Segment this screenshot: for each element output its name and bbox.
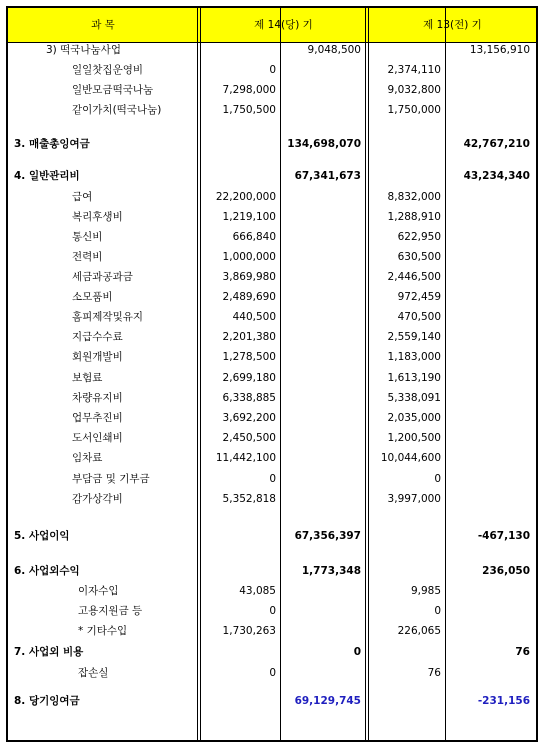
table-row [8,691,536,711]
row-label: 부담금 및 기부금 [72,473,150,485]
current-detail-amount: 2,201,380 [222,331,276,343]
current-detail-amount: 1,730,263 [222,625,276,637]
row-label: 소모품비 [72,291,113,303]
current-total-amount: 9,048,500 [307,44,361,56]
row-label: 7. 사업외 비용 [14,646,84,658]
prior-detail-amount: 226,065 [397,625,441,637]
header-prior-period: 제 13(전) 기 [423,19,482,31]
prior-detail-amount: 1,750,000 [387,104,441,116]
prior-detail-amount: 5,338,091 [387,392,441,404]
prior-detail-amount: 76 [427,667,441,679]
prior-detail-amount: 622,950 [397,231,441,243]
prior-total-amount: 42,767,210 [463,138,530,150]
prior-total-amount: 76 [515,646,530,658]
table-row [8,80,536,100]
row-label: 8. 당기잉여금 [14,695,80,707]
row-label: 3. 매출총잉여금 [14,138,90,150]
row-label: 회원개발비 [72,351,123,363]
table-row [8,327,536,347]
prior-detail-amount: 972,459 [397,291,441,303]
table-row [8,621,536,641]
table-row [8,448,536,468]
table-row [8,347,536,367]
table-row [8,307,536,327]
current-detail-amount: 2,489,690 [222,291,276,303]
table-row [8,247,536,267]
row-label: 잡손실 [78,667,109,679]
table-row [8,267,536,287]
row-label: 전력비 [72,251,103,263]
row-label: 복리후생비 [72,211,123,223]
current-detail-amount: 1,219,100 [222,211,276,223]
row-label: 세금과공과금 [72,271,133,283]
row-label: 고용지원금 등 [78,605,143,617]
prior-total-amount: 236,050 [482,565,530,577]
row-label: 홈피제작및유지 [72,311,144,323]
table-row [8,134,536,154]
row-label: 통신비 [72,231,103,243]
prior-detail-amount: 470,500 [397,311,441,323]
current-detail-amount: 5,352,818 [222,493,276,505]
row-label: 도서인쇄비 [72,432,123,444]
current-total-amount: 0 [353,646,361,658]
prior-detail-amount: 1,288,910 [387,211,441,223]
table-row [8,642,536,662]
current-detail-amount: 43,085 [239,585,276,597]
row-label: 업무추진비 [72,412,123,424]
row-label: 일반모금떡국나눔 [72,84,154,96]
prior-detail-amount: 9,985 [410,585,441,597]
table-header [8,8,536,43]
prior-detail-amount: 1,200,500 [387,432,441,444]
row-label: 임차료 [72,452,103,464]
current-detail-amount: 2,450,500 [222,432,276,444]
row-label: 같이가치(떡국나눔) [72,104,162,116]
current-detail-amount: 440,500 [232,311,276,323]
prior-detail-amount: 1,613,190 [387,372,441,384]
prior-detail-amount: 9,032,800 [387,84,441,96]
prior-detail-amount: 2,446,500 [387,271,441,283]
prior-total-amount: -231,156 [477,695,530,707]
table-row [8,469,536,489]
prior-detail-amount: 2,559,140 [387,331,441,343]
current-total-amount: 134,698,070 [287,138,361,150]
current-detail-amount: 0 [269,667,276,679]
current-total-amount: 67,356,397 [294,530,361,542]
table-row [8,166,536,186]
table-row [8,388,536,408]
table-row [8,601,536,621]
prior-detail-amount: 0 [434,473,441,485]
table-row [8,526,536,546]
row-label: 급여 [72,191,93,203]
row-label: 보험료 [72,372,103,384]
prior-total-amount: -467,130 [477,530,530,542]
table-row [8,368,536,388]
header-subject: 과 목 [91,19,115,31]
header-current-period: 제 14(당) 기 [254,19,313,31]
current-detail-amount: 11,442,100 [215,452,276,464]
table-row [8,663,536,683]
table-row [8,428,536,448]
prior-detail-amount: 3,997,000 [387,493,441,505]
table-row [8,561,536,581]
row-label: 6. 사업외수익 [14,565,80,577]
current-detail-amount: 1,278,500 [222,351,276,363]
row-label: * 기타수입 [78,625,128,637]
current-detail-amount: 6,338,885 [222,392,276,404]
current-detail-amount: 666,840 [232,231,276,243]
row-label: 3) 떡국나눔사업 [46,44,121,56]
table-row [8,40,536,60]
current-total-amount: 1,773,348 [301,565,361,577]
row-label: 차량유지비 [72,392,123,404]
current-detail-amount: 1,750,500 [222,104,276,116]
current-detail-amount: 3,692,200 [222,412,276,424]
table-row [8,581,536,601]
table-row [8,60,536,80]
current-detail-amount: 2,699,180 [222,372,276,384]
current-detail-amount: 0 [269,64,276,76]
prior-detail-amount: 630,500 [397,251,441,263]
row-label: 5. 사업이익 [14,530,70,542]
table-row [8,207,536,227]
current-detail-amount: 0 [269,473,276,485]
table-row [8,227,536,247]
table-row [8,100,536,120]
table-row [8,408,536,428]
current-detail-amount: 7,298,000 [222,84,276,96]
table-row [8,187,536,207]
table-row [8,489,536,509]
table-row [8,287,536,307]
prior-detail-amount: 10,044,600 [380,452,441,464]
row-label: 일일찻집운영비 [72,64,144,76]
current-detail-amount: 22,200,000 [215,191,276,203]
current-total-amount: 67,341,673 [294,170,361,182]
prior-detail-amount: 2,374,110 [387,64,441,76]
row-label: 감가상각비 [72,493,123,505]
current-detail-amount: 0 [269,605,276,617]
row-label: 이자수입 [78,585,119,597]
prior-detail-amount: 8,832,000 [387,191,441,203]
prior-detail-amount: 2,035,000 [387,412,441,424]
current-detail-amount: 1,000,000 [222,251,276,263]
income-statement-table [6,6,538,742]
prior-detail-amount: 0 [434,605,441,617]
current-total-amount: 69,129,745 [294,695,361,707]
row-label: 4. 일반관리비 [14,170,80,182]
prior-total-amount: 13,156,910 [469,44,530,56]
prior-total-amount: 43,234,340 [463,170,530,182]
prior-detail-amount: 1,183,000 [387,351,441,363]
row-label: 지급수수료 [72,331,123,343]
current-detail-amount: 3,869,980 [222,271,276,283]
